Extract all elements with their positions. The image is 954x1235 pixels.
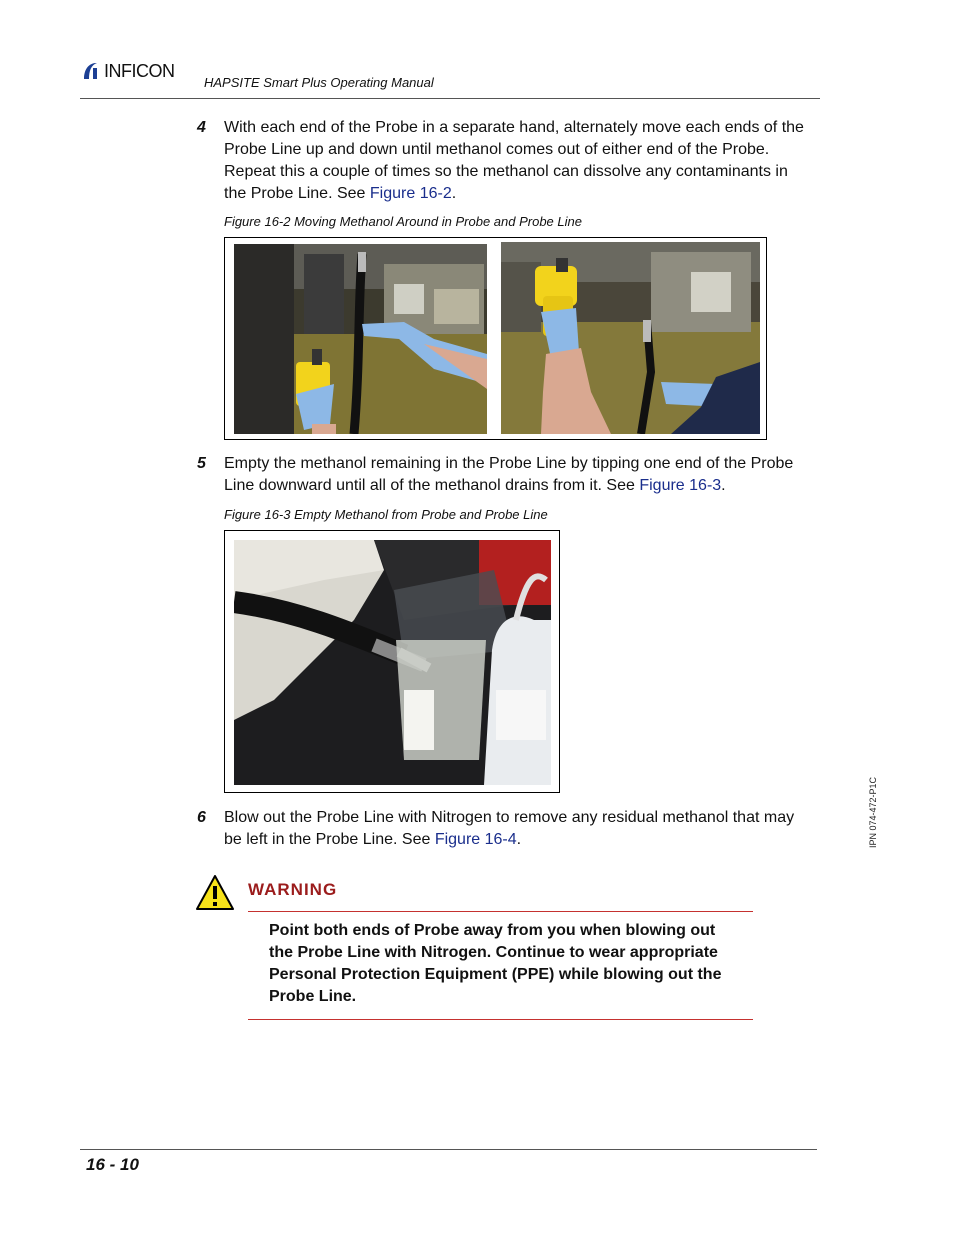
- warning-title: WARNING: [248, 880, 338, 899]
- step-text: [224, 453, 814, 497]
- figure-caption: Figure 16-3 Empty Methanol from Probe and Probe Line: [224, 507, 548, 522]
- inficon-logo: [80, 58, 200, 84]
- figure-link[interactable]: Figure 16-2: [369, 185, 452, 202]
- inficon-logo-icon: [80, 61, 102, 81]
- step-number: 6: [197, 809, 206, 826]
- step-number: 4: [197, 119, 206, 136]
- manual-title: HAPSITE Smart Plus Operating Manual: [204, 75, 434, 90]
- step-number: 5: [197, 455, 206, 472]
- photo-empty-methanol: [234, 540, 551, 785]
- step-text-body: Empty the methanol remaining in the Probe Line by tipping one end of the Probe Line downward until all of the methanol drains from it. See: [224, 455, 794, 494]
- figure-link[interactable]: Figure 16-4: [434, 831, 517, 848]
- footer-rule: [80, 1149, 817, 1150]
- photo-illustration: [234, 540, 551, 785]
- header-rule: [80, 98, 820, 99]
- step-text-body: With each end of the Probe in a separate hand, alternately move each ends of the Probe Line up and down until methanol comes out of either end of the Probe. Repeat this a couple of times so the methanol can dissolve any contaminants in the Probe Line. See: [224, 119, 804, 202]
- step-text-end: .: [721, 477, 726, 494]
- document-ipn: IPN 074-472-P1C: [868, 776, 878, 848]
- step-text: [224, 807, 814, 851]
- step-text-body: Blow out the Probe Line with Nitrogen to remove any residual methanol that may be left in the Probe Line. See: [224, 809, 795, 848]
- warning-triangle-icon: [195, 874, 235, 912]
- photo-illustration: [501, 242, 760, 434]
- step-text: [224, 117, 814, 205]
- warning-rule-top: [248, 911, 753, 912]
- figure-caption: Figure 16-2 Moving Methanol Around in Probe and Probe Line: [224, 214, 582, 229]
- step-text-end: .: [451, 185, 457, 202]
- figure-16-3: [224, 530, 560, 793]
- step-text-end: .: [516, 831, 522, 848]
- photo-moving-methanol-right: [501, 242, 760, 434]
- figure-16-2: [224, 237, 767, 440]
- brand-name: INFICON: [104, 61, 175, 81]
- warning-rule-bottom: [248, 1019, 753, 1020]
- warning-text: Point both ends of Probe away from you when blowing out the Probe Line with Nitrogen. Continue to wear appropriate Personal Protection Equipment (PPE) while blowing out the Probe Line.: [269, 922, 722, 1005]
- page-number: 16 - 10: [86, 1155, 139, 1174]
- photo-moving-methanol-left: [234, 244, 487, 434]
- figure-link[interactable]: Figure 16-3: [639, 477, 722, 494]
- photo-illustration: [234, 244, 487, 434]
